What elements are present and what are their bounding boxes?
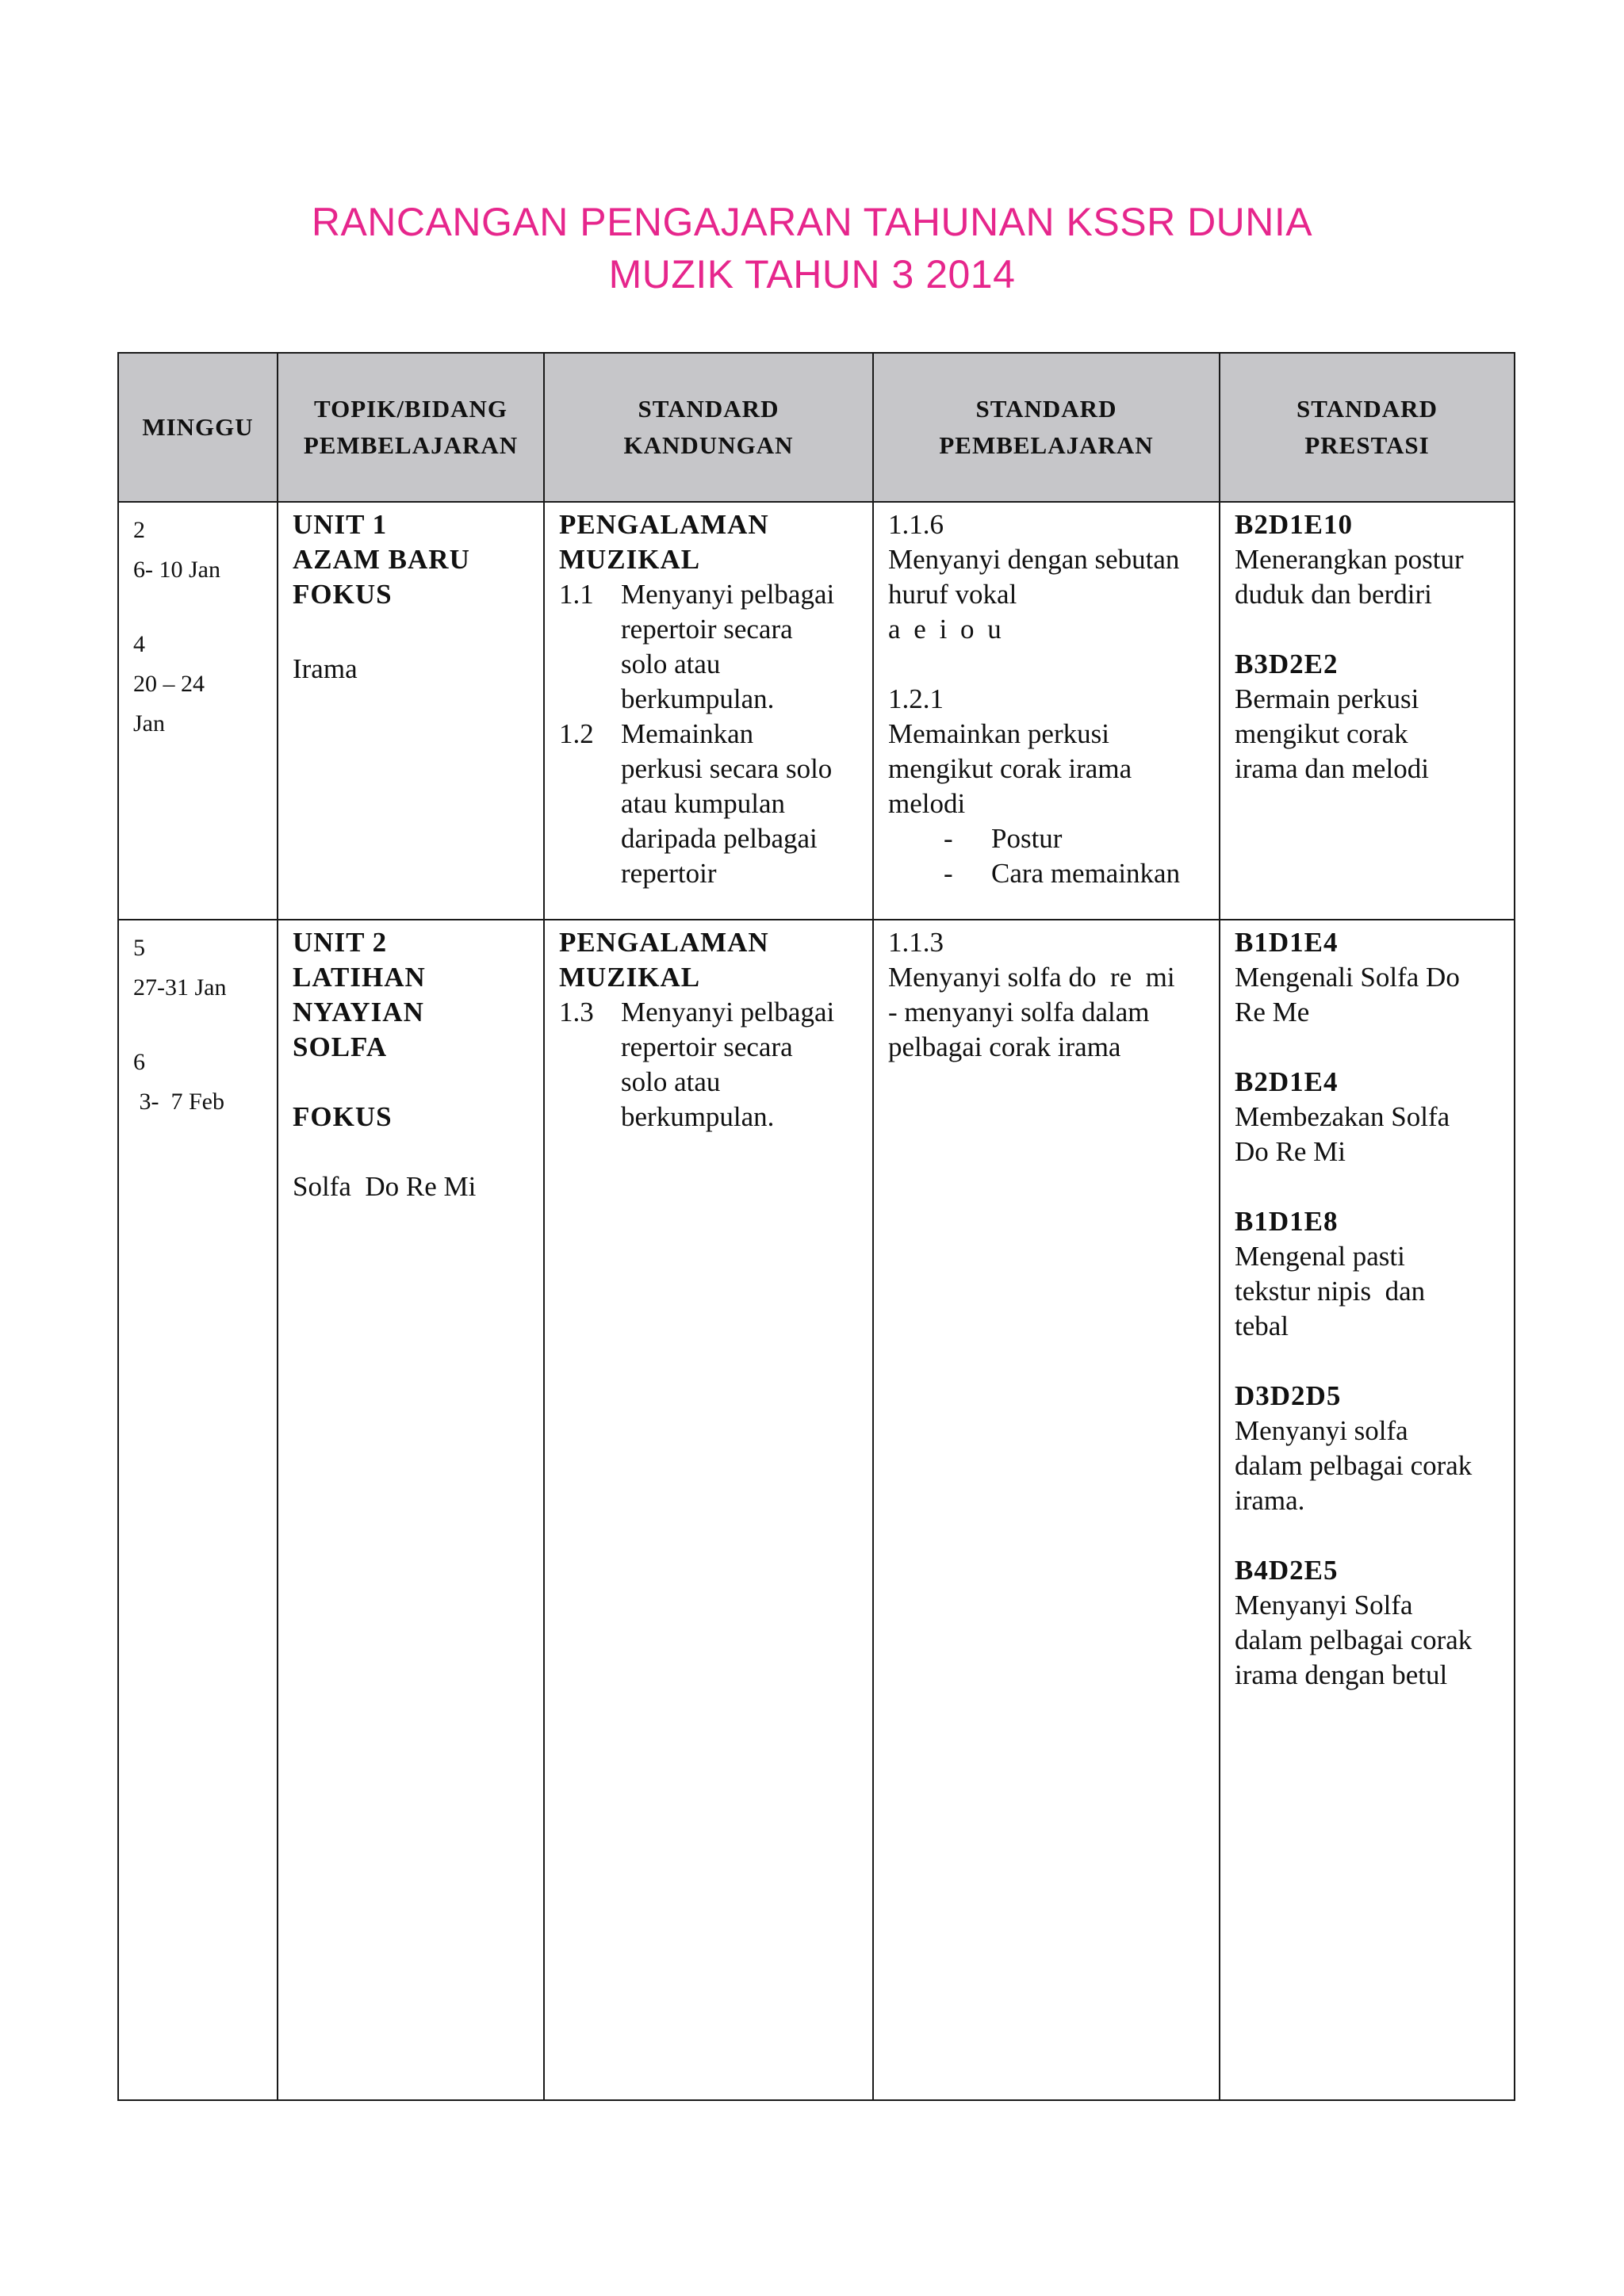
header-row (118, 353, 1515, 502)
cell-minggu: 5 27-31 Jan 6 3- 7 Feb (118, 920, 278, 2100)
cell-topik: UNIT 1 AZAM BARU FOKUS Irama (278, 502, 544, 920)
header-standard-kandungan: STANDARD KANDUNGAN (544, 353, 873, 502)
cell-topik: UNIT 2 LATIHAN NYAYIAN SOLFA FOKUS Solfa Do Re Mi (278, 920, 544, 2100)
header-standard-pembelajaran: STANDARD PEMBELAJARAN (873, 353, 1220, 502)
cell-kandungan: PENGALAMAN MUZIKAL 1.1 Menyanyi pelbagai repertoir secara solo atau berkumpulan. 1.2 Memainkan perkusi secara solo atau kumpulan daripada pelbagai repertoir (544, 502, 873, 920)
list-item: 1.3 Menyanyi pelbagai repertoir secara solo atau berkumpulan. (559, 997, 835, 1132)
cell-minggu: 2 6- 10 Jan 4 20 – 24 Jan (118, 502, 278, 920)
header-topik: TOPIK/BIDANG PEMBELAJARAN (278, 353, 544, 502)
cell-pembelajaran: 1.1.6 Menyanyi dengan sebutan huruf vokal a e i o u 1.2.1 Memainkan perkusi mengikut corak irama melodi - Postur - Cara memainkan (873, 502, 1220, 920)
list-item: 1.2 Memainkan perkusi secara solo atau kumpulan daripada pelbagai repertoir (559, 718, 833, 889)
document-title-line-1: RANCANGAN PENGAJARAN TAHUNAN KSSR DUNIA (311, 200, 1313, 244)
header-standard-prestasi: STANDARD PRESTASI (1220, 353, 1515, 502)
dash-bullet: - (944, 858, 953, 889)
table-row (118, 920, 1515, 2100)
cell-prestasi: B1D1E4 Mengenali Solfa Do Re Me B2D1E4 Membezakan Solfa Do Re Mi B1D1E8 Mengenal pasti tekstur nipis dan tebal D3D2D5 Menyanyi solfa dalam pelbagai corak irama. B4D2E5 Menyanyi Solfa dalam pelbagai corak irama dengan betul (1220, 920, 1515, 2100)
cell-kandungan: PENGALAMAN MUZIKAL 1.3 Menyanyi pelbagai repertoir secara solo atau berkumpulan. (544, 920, 873, 2100)
header-minggu: MINGGU (118, 353, 278, 502)
dash-bullet: - (944, 823, 953, 854)
list-item: 1.1 Menyanyi pelbagai repertoir secara solo atau berkumpulan. (559, 579, 835, 714)
table-row (118, 502, 1515, 920)
cell-prestasi: B2D1E10 Menerangkan postur duduk dan berdiri B3D2E2 Bermain perkusi mengikut corak irama dan melodi (1220, 502, 1515, 920)
lesson-plan-table (117, 352, 1515, 2101)
document-title-line-2: MUZIK TAHUN 3 2014 (608, 252, 1016, 297)
cell-pembelajaran: 1.1.3 Menyanyi solfa do re mi - menyanyi solfa dalam pelbagai corak irama (873, 920, 1220, 2100)
list-item: - Postur (888, 821, 1205, 856)
list-item: - Cara memainkan (888, 856, 1205, 891)
